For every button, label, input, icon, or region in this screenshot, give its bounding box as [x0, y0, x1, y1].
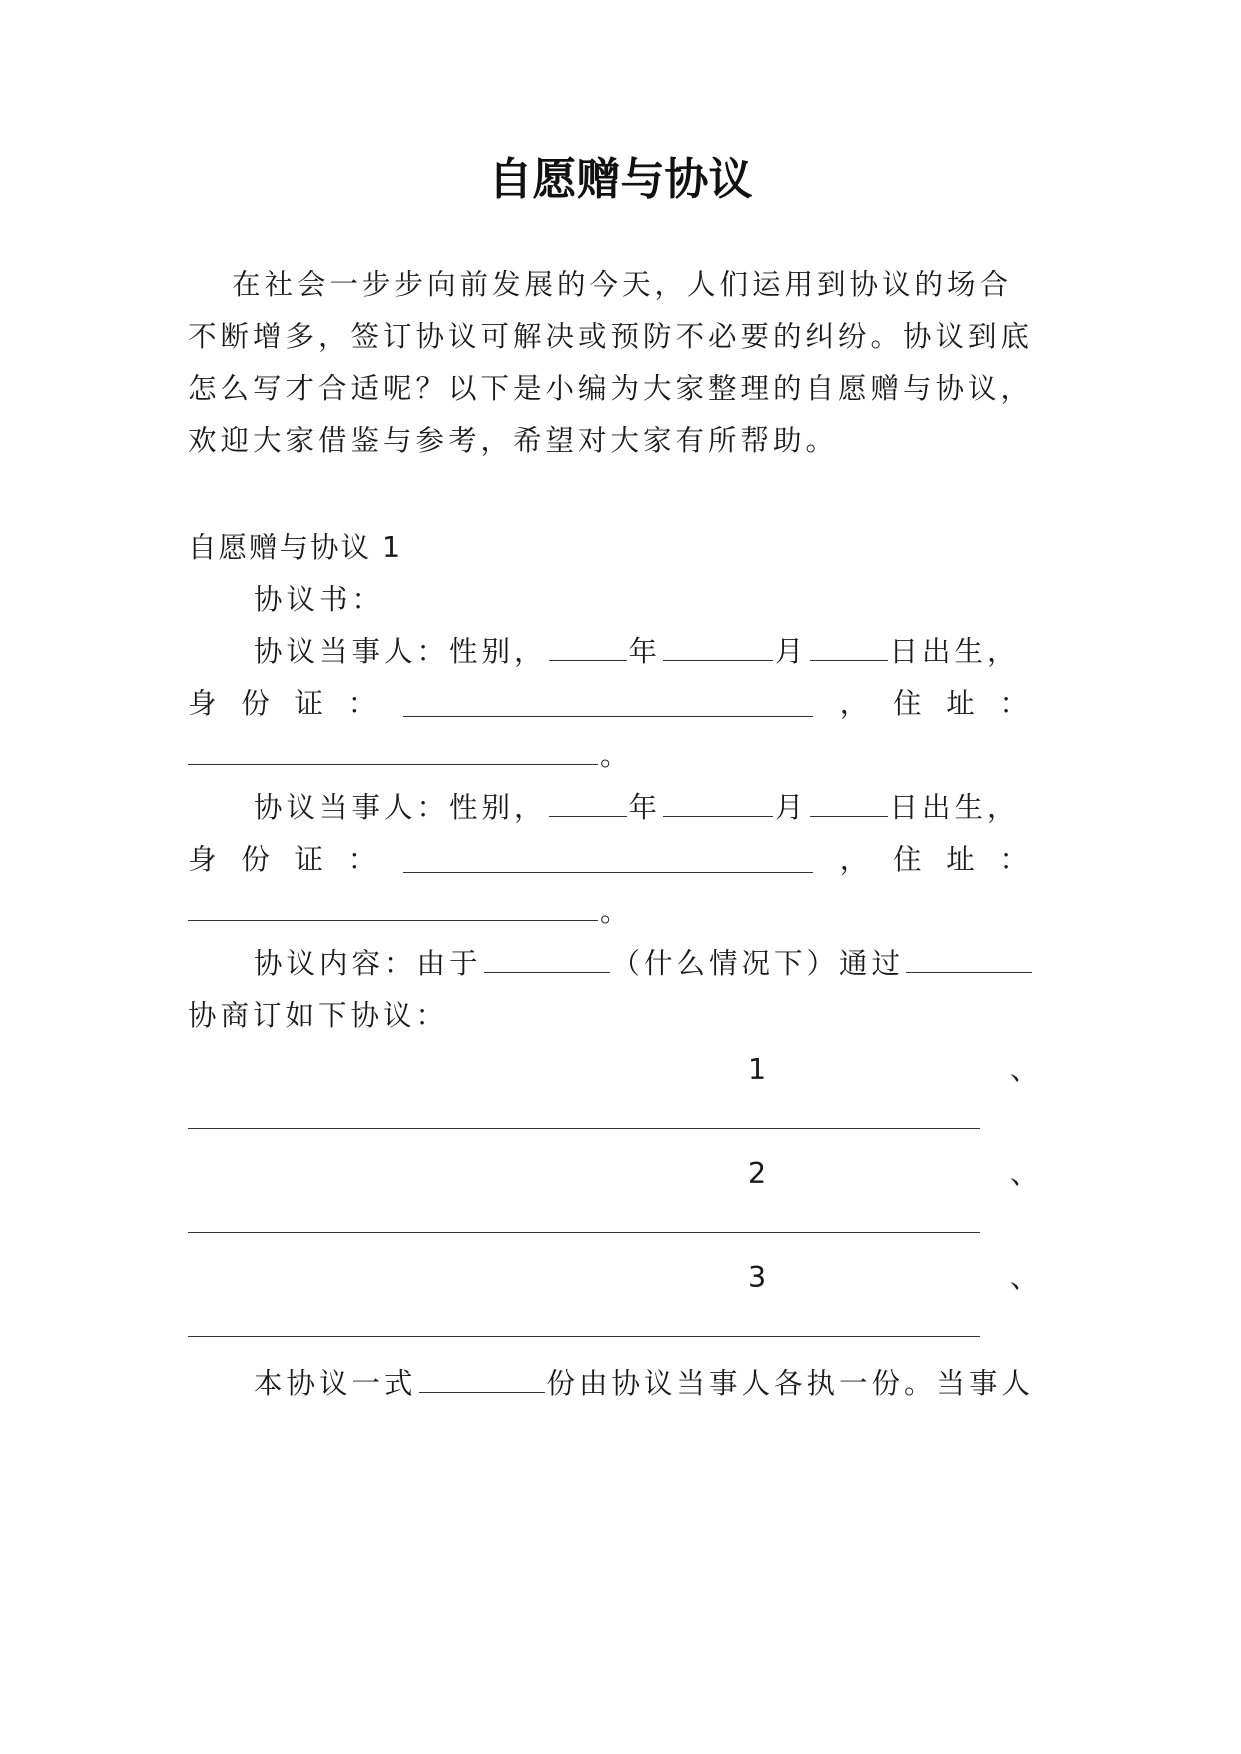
item-1-blank: [188, 1128, 980, 1129]
comma: ，: [839, 687, 869, 720]
address-char: 址: [946, 687, 975, 720]
year-label: 年: [628, 635, 662, 668]
closing-suffix: 份由协议当事人各执一份。当事人: [546, 1367, 1035, 1400]
address-char: ：: [999, 687, 1028, 720]
party-2-address-line: [188, 892, 633, 932]
reason-blank: [484, 946, 610, 973]
intro-line-2: 不断增多，签订协议可解决或预防不必要的纠纷。协议到底: [188, 320, 1034, 353]
id-blank: [403, 846, 813, 873]
day-birth-label: 日出生，: [889, 635, 1020, 668]
id-char: 证: [294, 843, 324, 876]
day-birth-label: 日出生，: [889, 791, 1020, 824]
item-separator: 、: [1010, 1261, 1043, 1294]
party-2-line: [254, 788, 1020, 828]
address-char: ：: [999, 843, 1028, 876]
item-2-blank: [188, 1232, 980, 1233]
content-line-2: 协商订如下协议：: [188, 999, 449, 1032]
party-1-address-line: [188, 736, 633, 776]
id-char: ：: [347, 687, 377, 720]
item-separator: 、: [1010, 1157, 1043, 1190]
copies-blank: [419, 1366, 545, 1393]
intro-line-1: 在社会一步步向前发展的今天，人们运用到协议的场合: [232, 268, 1013, 301]
month-blank: [663, 790, 773, 817]
closing-prefix: 本协议一式: [254, 1367, 417, 1400]
content-prefix: 协议内容：由于: [254, 947, 482, 980]
id-blank: [403, 690, 813, 717]
party-2-id-row: [188, 840, 1028, 880]
year-label: 年: [628, 791, 662, 824]
year-blank: [549, 790, 627, 817]
id-char: 份: [241, 843, 270, 876]
address-char: 住: [892, 843, 922, 876]
intro-line-3: 怎么写才合适呢？以下是小编为大家整理的自愿赠与协议，: [188, 372, 1034, 405]
address-blank: [188, 894, 598, 921]
address-char: 址: [946, 843, 975, 876]
id-char: 证: [294, 687, 324, 720]
month-blank: [663, 634, 773, 661]
comma: ，: [839, 843, 869, 876]
party-prefix: 协议当事人：性别，: [254, 791, 547, 824]
period: 。: [600, 895, 633, 928]
day-blank: [810, 634, 888, 661]
id-char: 身: [188, 687, 217, 720]
item-separator: 、: [1010, 1053, 1043, 1086]
year-blank: [549, 634, 627, 661]
party-1-id-row: [188, 684, 1028, 724]
document-title: 自愿赠与协议: [488, 154, 753, 205]
item-number: 3: [748, 1261, 771, 1294]
closing-line: [254, 1364, 1034, 1404]
party-1-line: [254, 632, 1020, 672]
period: 。: [600, 739, 633, 772]
month-label: 月: [775, 635, 808, 668]
content-line: [254, 944, 1034, 984]
address-char: 住: [892, 687, 922, 720]
id-char: 身: [188, 843, 217, 876]
section-heading: 自愿赠与协议 1: [188, 531, 403, 564]
month-label: 月: [775, 791, 808, 824]
item-number: 1: [748, 1053, 771, 1086]
method-blank: [906, 946, 1032, 973]
item-3-blank: [188, 1336, 980, 1337]
item-number: 2: [748, 1157, 771, 1190]
id-char: 份: [241, 687, 270, 720]
intro-line-4: 欢迎大家借鉴与参考，希望对大家有所帮助。: [188, 424, 839, 457]
id-char: ：: [347, 843, 377, 876]
content-middle: （什么情况下）通过: [611, 947, 905, 980]
address-blank: [188, 738, 598, 765]
agreement-label: 协议书：: [254, 583, 385, 616]
party-prefix: 协议当事人：性别，: [254, 635, 547, 668]
day-blank: [810, 790, 888, 817]
